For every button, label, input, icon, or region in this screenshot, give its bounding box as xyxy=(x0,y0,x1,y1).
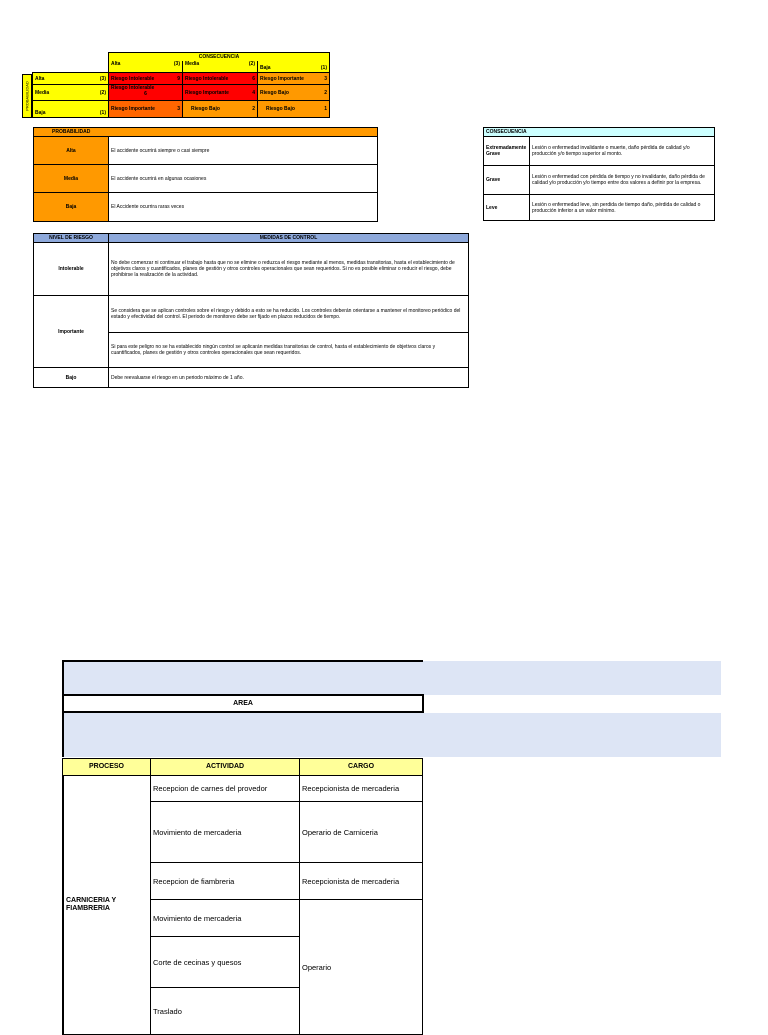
control-intolerable-label: Intolerable xyxy=(33,242,109,296)
prob-row-baja-desc: El Accidente ocurrira raras veces xyxy=(108,192,378,222)
cons-row-leve-desc: Lesión o enfermedad leve, sin perdida de tiempo daño, pérdida de calidad o producción inferior a un valor mínimo. xyxy=(529,194,715,221)
title-band-2 xyxy=(62,713,721,757)
probabilidad-vertical-label: PROBABILIDAD xyxy=(22,74,32,118)
control-bajo-label: Bajo xyxy=(33,367,109,388)
header-cargo: CARGO xyxy=(299,758,423,776)
actividad-row: Recepcion de fiambreria xyxy=(150,862,300,900)
control-bajo-text: Debe reevaluarse el riesgo en un periodo máximo de 1 año. xyxy=(108,367,469,388)
area-label: AREA xyxy=(62,694,424,713)
matrix-cell-baja-media: Riesgo Bajo 2 xyxy=(182,100,258,118)
matrix-cell-alta-alta: Riesgo Intolerable 9 xyxy=(108,72,183,85)
matrix-cell-alta-baja: Riesgo Importante 3 xyxy=(257,72,330,85)
header-proceso: PROCESO xyxy=(62,758,151,776)
prob-row-alta-label: Alta xyxy=(33,136,109,165)
control-importante-text-2: Si para este peligro no se ha establecido ningún control se aplicarán medidas transitorias de control, hasta el establecimiento de objetivos claros y cuantificados, planes de gestión y otros controles operacionales que sean requeridos. xyxy=(108,332,469,368)
control-measures-table xyxy=(33,233,469,388)
row-label-media: Media (2) xyxy=(32,84,109,101)
col-header-alta: Alta (3) xyxy=(108,61,183,73)
cons-row-extremadamente-label: Extremadamente Grave xyxy=(483,136,530,166)
consecuencia-header: CONSECUENCIA xyxy=(108,52,330,62)
row-label-alta: Alta (3) xyxy=(32,72,109,85)
actividad-row: Recepcion de carnes del provedor xyxy=(150,775,300,802)
matrix-cell-media-media: Riesgo Importante 4 xyxy=(182,84,258,101)
control-importante-label: Importante xyxy=(33,295,109,368)
matrix-cell-media-baja: Riesgo Bajo 2 xyxy=(257,84,330,101)
probabilidad-table xyxy=(33,127,378,222)
cons-row-extremadamente-desc: Lesión o enfermedad invalidante o muerte, daño pérdida de calidad y/o producción y/o tiempo superior al monto. xyxy=(529,136,715,166)
prob-row-alta-desc: El accidente ocurrirá siempre o casi siempre xyxy=(108,136,378,165)
row-label-baja: Baja (1) xyxy=(32,100,109,118)
header-actividad: ACTIVIDAD xyxy=(150,758,300,776)
prob-row-baja-label: Baja xyxy=(33,192,109,222)
control-intolerable-text: No debe comenzar ni continuar el trabajo hasta que no se elimine o reduzca el riesgo mediante al menos, medidas transitorias, hasta el establecimiento de objetivos claros y cuantificados, planes de gestión y otros controles operacionales que sean requeridos. Si no es posible eliminar o reducir el riesgo, debe prohibirse la realización de la actividad. xyxy=(108,242,469,296)
cargo-row: Recepcionista de mercaderia xyxy=(299,775,423,802)
probabilidad-header: PROBABILIDAD xyxy=(33,127,378,137)
cons-row-grave-label: Grave xyxy=(483,165,530,195)
matrix-cell-media-alta: Riesgo Intolerable 6 xyxy=(108,84,183,101)
control-importante-text-1: Se considera que se aplican controles sobre el riesgo y debido a esto se ha reducido. Los controles deberán orientarse a mantener el monitoreo periódico del estado y efectividad del control. El periodo de monitoreo debe ser fijado en plazos reducidos de tiempo. xyxy=(108,295,469,333)
actividad-row: Traslado xyxy=(150,987,300,1035)
cargo-row: Recepcionista de mercaderia xyxy=(299,862,423,900)
actividad-row: Movimiento de mercaderia xyxy=(150,801,300,863)
proceso-carniceria: CARNICERIA Y FIAMBRERIA xyxy=(62,775,151,1035)
prob-row-media-desc: El accidente ocurrirá en algunas ocasiones xyxy=(108,164,378,193)
consecuencia-table xyxy=(483,127,715,221)
control-header-medidas: MEDIDAS DE CONTROL xyxy=(108,233,469,243)
cons-row-grave-desc: Lesión o enfermedad con pérdida de tiempo y no invalidante, daño pérdida de calidad y/o producción y/o tiempo entre dos valores a definir por la empresa. xyxy=(529,165,715,195)
cons-row-leve-label: Leve xyxy=(483,194,530,221)
matrix-cell-baja-baja: Riesgo Bajo 1 xyxy=(257,100,330,118)
consecuencia-table-header: CONSECUENCIA xyxy=(483,127,715,137)
control-header-nivel: NIVEL DE RIESGO xyxy=(33,233,109,243)
col-header-media: Media (2) xyxy=(182,61,258,73)
prob-row-media-label: Media xyxy=(33,164,109,193)
matrix-cell-alta-media: Riesgo Intolerable 6 xyxy=(182,72,258,85)
title-band-1-left-border xyxy=(62,660,423,695)
matrix-cell-baja-alta: Riesgo Importante 3 xyxy=(108,100,183,118)
cargo-row: Operario de Carniceria xyxy=(299,801,423,863)
col-header-baja: Baja (1) xyxy=(257,61,330,73)
cargo-row: Operario xyxy=(299,899,423,1035)
actividad-row: Corte de cecinas y quesos xyxy=(150,936,300,988)
actividad-row: Movimiento de mercaderia xyxy=(150,899,300,937)
